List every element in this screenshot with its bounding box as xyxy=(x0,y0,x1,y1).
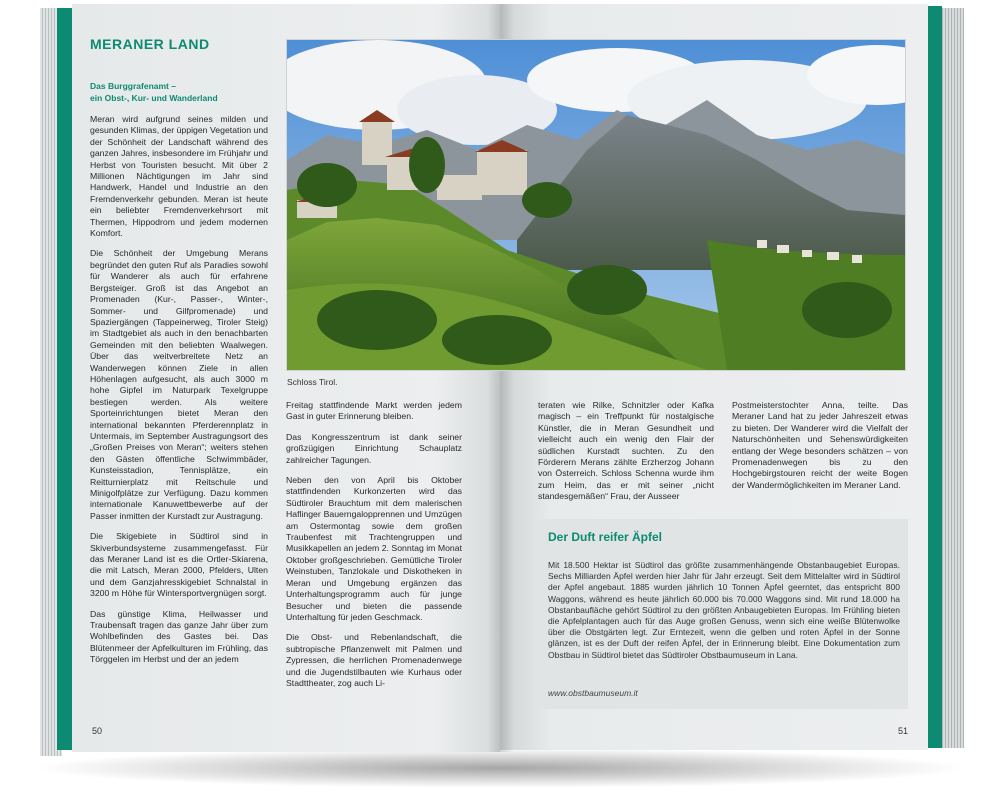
paragraph: Postmeisterstochter Anna, teilte. Das Meraner Land hat zu jeder Jahreszeit etwas zu bieten. Der Wanderer wird die Vielfalt der Naturschönheiten und Sehenswürdigkeiten entlang der Wege besonders schätzen – von Promenadenwegen bis zu den Hochgebirgstouren reicht der weite Bogen der Wandermöglichkeiten im Meraner Land. xyxy=(732,400,908,490)
info-box-link[interactable]: www.obstbaumuseum.it xyxy=(548,688,638,698)
text-column-4 xyxy=(732,400,908,500)
paragraph: Das Kongresszentrum ist dank seiner großzügigen Einrichtung Schauplatz zahlreicher Tagungen. xyxy=(286,431,462,465)
text-column-1 xyxy=(90,114,268,675)
book-shadow xyxy=(30,748,970,788)
section-subheading xyxy=(90,80,260,104)
paragraph: teraten wie Rilke, Schnitzler oder Kafka magisch – ein Treffpunkt für nostalgische Künstler, die in Meran Gesundheit und vielleicht auch ein wenig den Flair der südlichen Kurstadt suchten. Zu den Förderern Merans zählte Erzherzog Johann von Österreich. Schloss Schenna wurde ihm zum Heim, das er mit seiner „nicht standesgemäßen“ Frau, der Ausseer xyxy=(538,400,714,502)
chapter-title: MERANER LAND xyxy=(90,36,210,52)
subheading-line-1: Das Burggrafenamt – xyxy=(90,81,176,91)
photo-caption: Schloss Tirol. xyxy=(287,377,338,387)
info-box-text: Mit 18.500 Hektar ist Südtirol das größte zusammenhängende Obstanbaugebiet Europas. Sechs Milliarden Äpfel werden hier Jahr für Jahr erzeugt. Seit dem Mittelalter wird in Südtirol der Apfel angebaut. 1885 wurden jährlich 10 Tonnen Äpfel geerntet, das entspricht 800 Waggons, während es heute jährlich 60.000 bis 70.000 Waggons sind. Mit rund 18.000 ha Obstanbaufläche gehört Südtirol zu den größten Anbaugebieten Europas. Im Frühling bieten die Apfelplantagen auch für das Auge großen Genuss, wenn sich eine weiße Blütenwolke über die Obstgärten legt. Zur Erntezeit, wenn die gelben und roten Äpfel in der Sonne glänzen, ist es der Duft der reifen Äpfel, der in Erinnerung bleibt. Eine Dokumentation zum Obstbau in Südtirol bietet das Südtiroler Obstbaumuseum in Lana. xyxy=(548,560,900,660)
paragraph: Das günstige Klima, Heilwasser und Traubensaft tragen das ganze Jahr über zum Wohlbefinden des Gastes bei. Das Blütenmeer der Apfelkulturen im Frühling, das Törggelen im Herbst und der an jedem xyxy=(90,608,268,665)
page-number-left: 50 xyxy=(92,726,103,736)
chapter-color-band-left xyxy=(57,8,72,750)
chapter-color-band-right xyxy=(928,6,942,748)
text-column-3 xyxy=(538,400,714,512)
paragraph: Die Obst- und Rebenlandschaft, die subtropische Pflanzenwelt mit Palmen und Zypressen, die herrlichen Promenadenwege und die Jugendstilbauten wie Kurhaus oder Stadttheater, zog auch Li- xyxy=(286,632,462,688)
paragraph: Meran wird aufgrund seines milden und gesunden Klimas, der üppigen Vegetation und der Schönheit der Landschaft während des ganzen Jahres, insbesondere im Frühjahr und Herbst von Touristen besucht. Mit über 2 Millionen Nächtigungen im Jahr sind Handwerk, Handel und Industrie an den Fremdenverkehr gebunden. Meran ist heute ein beliebter Fremdenverkehrsort mit Thermen, Hippodrom und jedem modernen Komfort. xyxy=(90,114,268,239)
paragraph: Freitag stattfindende Markt werden jedem Gast in guter Erinnerung bleiben. xyxy=(286,400,462,422)
subheading-line-2: ein Obst-, Kur- und Wanderland xyxy=(90,93,218,103)
paragraph: Die Skigebiete in Südtirol sind in Skiverbundsysteme zusammengefasst. Für das Meraner Land ist es die Ortler-Skiarena, die mit Latsch, Meran 2000, Pfelders, Ulten und dem Ganzjahresskigebiet Schnalstal in 3200 m Höhe für Wintersportvergnügen sorgt. xyxy=(90,531,268,599)
text-column-2 xyxy=(286,400,462,698)
castle-photo xyxy=(287,40,905,370)
schloss-tirol-image xyxy=(287,40,905,370)
paragraph: Neben den von April bis Oktober stattfindenden Kurkonzerten wird das Südtiroler Brauchtum mit dem malerischen Haflinger Bauerngalopprennen und Umzügen am Ostermontag sowie dem großen Traubenfest mit Trachtengruppen und Musikkapellen an jedem 2. Sonntag im Monat Oktober großgeschrieben. Gemütliche Tiroler Weinstuben, Tanzlokale und Diskotheken in Meran und Umgebung ergänzen das Unterhaltungsprogramm auch für junge Besucher und bieten die passende Unterhaltung für jeden Geschmack. xyxy=(286,475,462,622)
page-number-right: 51 xyxy=(898,726,909,736)
info-box-title: Der Duft reifer Äpfel xyxy=(548,530,663,544)
page-edges-right xyxy=(940,8,964,748)
paragraph: Die Schönheit der Umgebung Merans begründet den guten Ruf als Paradies sowohl für Wanderer als auch für erfahrene Bergsteiger. Groß ist das Angebot an Promenaden (Kur-, Passer-, Winter-, Sommer- und Gilfpromenade) und Spaziergängen (Tappeinerweg, Tiroler Steig) im Stadtgebiet als auch in den benachbarten Gemeinden mit den beliebten Waalwegen. Über das weitverbreitete Netz an Wanderwegen können Ziele in allen Höhenlagen aufgesucht, als auch 3000 m hohe Gipfel im Naturpark Texelgruppe bestiegen werden. Als weitere Sporteinrichtungen bietet Meran den international bekannten Pferderennplatz in Untermais, im September Austragungsort des „Großen Preises von Meran“; weiters stehen den Gästen öffentliche Schwimmbäder, Kunsteisstadion, Tennisplätze, ein Reitturnierplatz mit Reitschule und Minigolfplätze zur Verfügung. Dazu kommen internationale Kanuwettbewerbe auf der Passer inmitten der Kurstadt zur Austragung. xyxy=(90,248,268,521)
